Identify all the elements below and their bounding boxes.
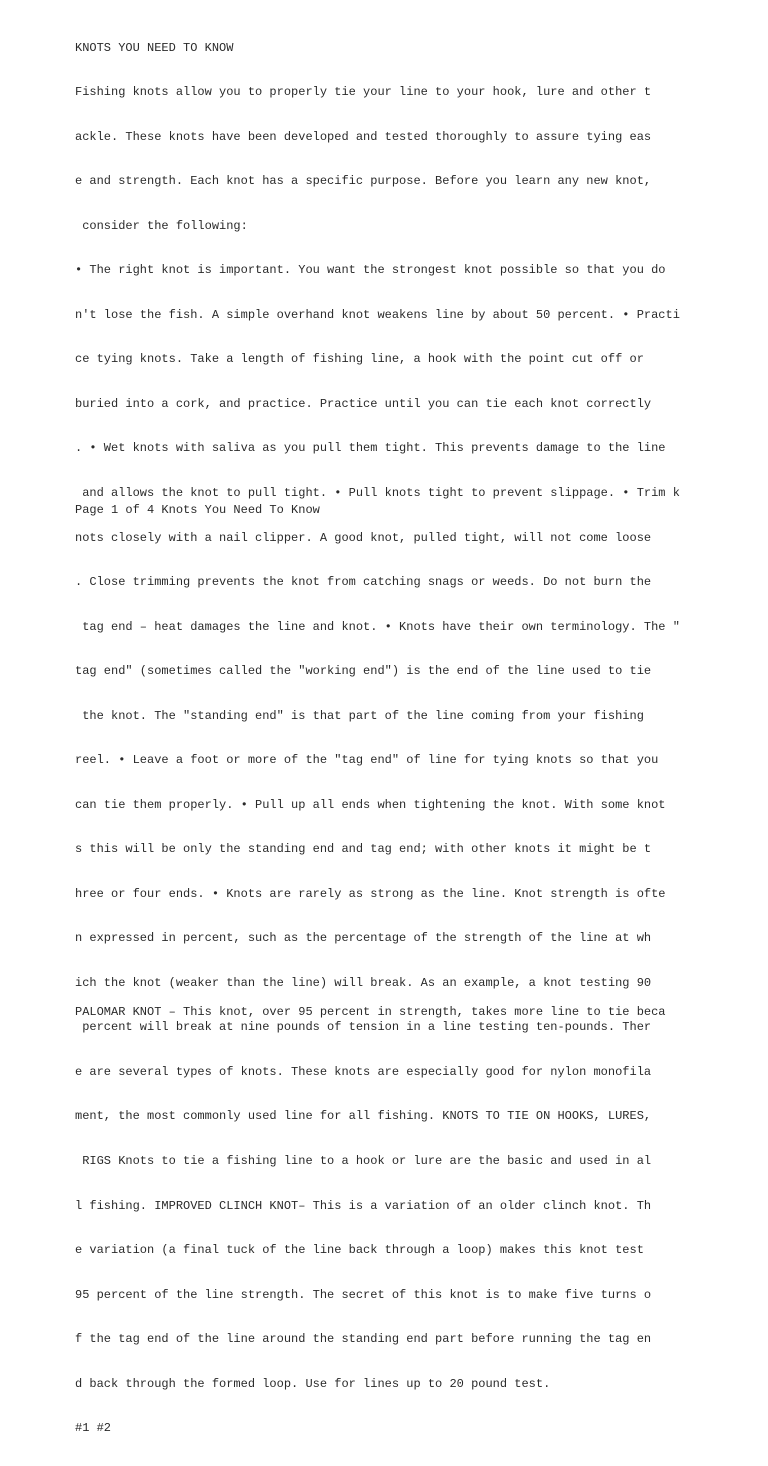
page-footer: Page 1 of 4 Knots You Need To Know bbox=[75, 503, 320, 517]
text-line: and allows the knot to pull tight. • Pull knots tight to prevent slippage. • Trim k bbox=[75, 486, 680, 500]
text-line: the knot. The "standing end" is that part of the line coming from your fishing bbox=[75, 708, 644, 723]
next-page-text: PALOMAR KNOT – This knot, over 95 percent in strength, takes more line to tie beca bbox=[75, 1005, 666, 1019]
text-line: tag end" (sometimes called the "working end") is the end of the line used to tie bbox=[75, 664, 652, 679]
text-line: percent will break at nine pounds of tension in a line testing ten-pounds. Ther bbox=[75, 1020, 652, 1035]
text-line: ackle. These knots have been developed and tested thoroughly to assure tying eas bbox=[75, 129, 652, 144]
text-line: . Close trimming prevents the knot from catching snags or weeds. Do not burn the bbox=[75, 575, 652, 590]
text-line: e are several types of knots. These knots are especially good for nylon monofila bbox=[75, 1064, 652, 1079]
text-line: • The right knot is important. You want the strongest knot possible so that you do bbox=[75, 263, 666, 278]
text-line: e and strength. Each knot has a specific purpose. Before you learn any new knot, bbox=[75, 174, 652, 189]
text-line: . • Wet knots with saliva as you pull them tight. This prevents damage to the line bbox=[75, 441, 666, 456]
text-line: n expressed in percent, such as the percentage of the strength of the line at wh bbox=[75, 931, 652, 946]
text-line: ce tying knots. Take a length of fishing line, a hook with the point cut off or bbox=[75, 352, 644, 367]
text-line: e variation (a final tuck of the line back through a loop) makes this knot test bbox=[75, 1243, 644, 1258]
text-line: hree or four ends. • Knots are rarely as strong as the line. Knot strength is ofte bbox=[75, 886, 666, 901]
text-line: consider the following: bbox=[75, 218, 248, 233]
text-line: can tie them properly. • Pull up all ends when tightening the knot. With some knot bbox=[75, 797, 666, 812]
text-line: tag end – heat damages the line and knot. • Knots have their own terminology. The " bbox=[75, 619, 680, 634]
text-line: f the tag end of the line around the standing end part before running the tag en bbox=[75, 1332, 652, 1347]
text-line: ment, the most commonly used line for all fishing. KNOTS TO TIE ON HOOKS, LURES, bbox=[75, 1109, 652, 1124]
figure-labels: #1 #2 bbox=[75, 1421, 112, 1436]
text-line: RIGS Knots to tie a fishing line to a hook or lure are the basic and used in al bbox=[75, 1153, 652, 1168]
document-body bbox=[75, 11, 680, 1466]
text-line: reel. • Leave a foot or more of the "tag end" of line for tying knots so that you bbox=[75, 753, 659, 768]
text-line: buried into a cork, and practice. Practice until you can tie each knot correctly bbox=[75, 396, 652, 411]
text-line: nots closely with a nail clipper. A good knot, pulled tight, will not come loose bbox=[75, 530, 652, 545]
text-line: 95 percent of the line strength. The secret of this knot is to make five turns o bbox=[75, 1287, 652, 1302]
text-line: l fishing. IMPROVED CLINCH KNOT– This is a variation of an older clinch knot. Th bbox=[75, 1198, 652, 1213]
text-line: s this will be only the standing end and tag end; with other knots it might be t bbox=[75, 842, 652, 857]
text-line: n't lose the fish. A simple overhand knot weakens line by about 50 percent. • Practi bbox=[75, 307, 680, 322]
text-line: d back through the formed loop. Use for lines up to 20 pound test. bbox=[75, 1376, 551, 1391]
text-line: ich the knot (weaker than the line) will break. As an example, a knot testing 90 bbox=[75, 975, 652, 990]
text-line: Fishing knots allow you to properly tie your line to your hook, lure and other t bbox=[75, 85, 652, 100]
document-title: KNOTS YOU NEED TO KNOW bbox=[75, 40, 234, 55]
